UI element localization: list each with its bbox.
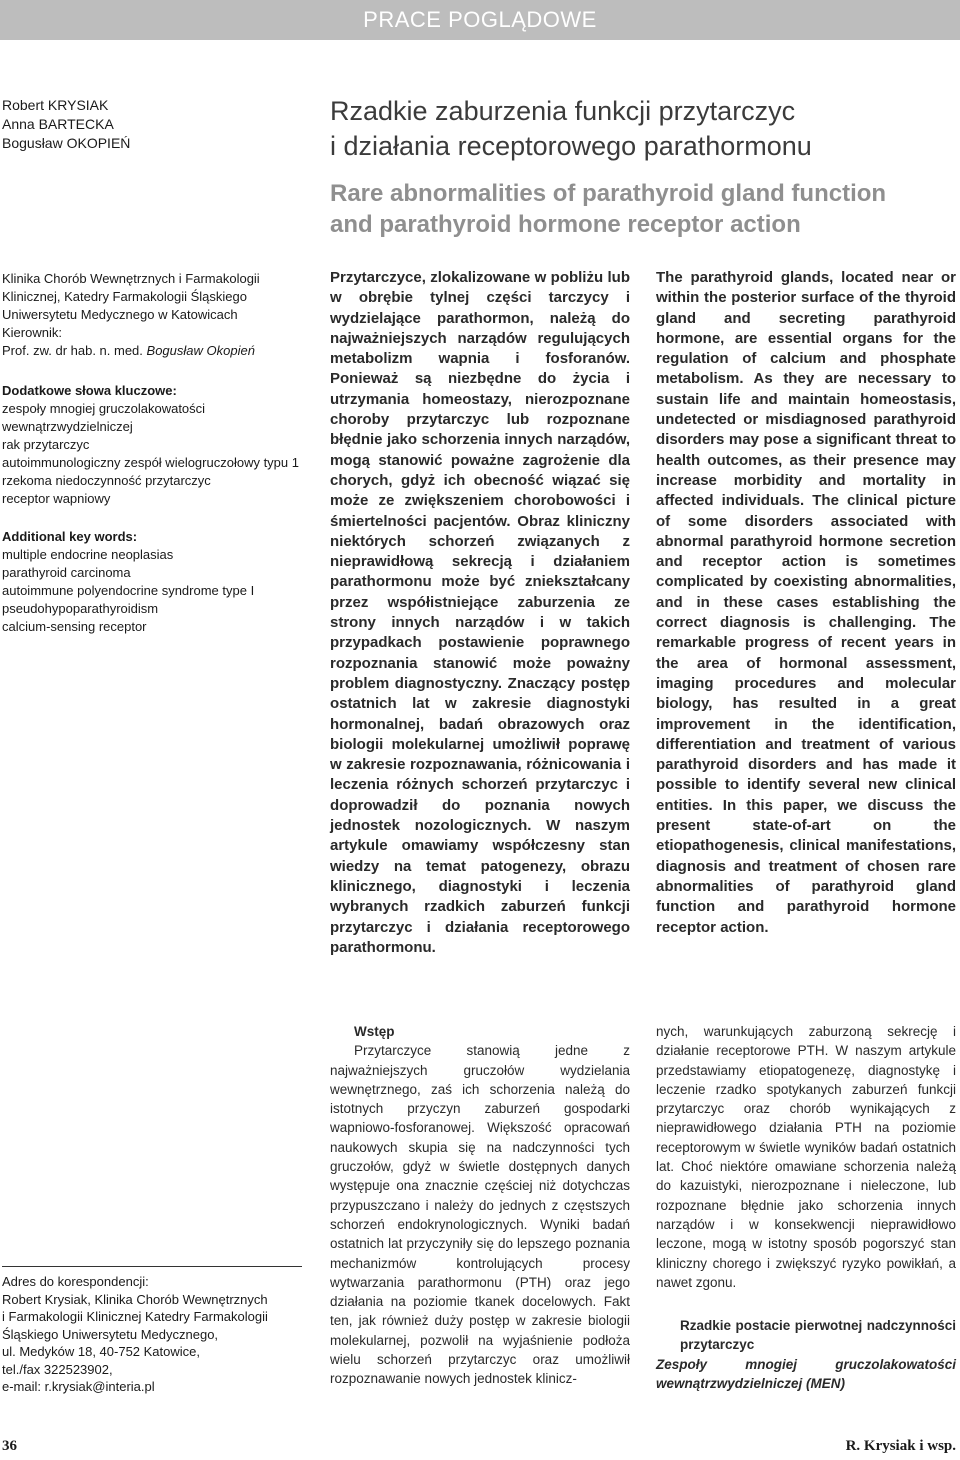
keywords-polish <box>2 382 307 508</box>
keyword: rzekoma niedoczynność przytarczyc <box>2 473 211 488</box>
title-english <box>330 178 955 240</box>
abstract-english: The parathyroid glands, located near or within the posterior surface of the thyroid gland and secreting parathyroid hormone, are essential organs for the regulation of calcium and phosphate metabolism. As they are necessary to sustain life and maintain homeostasis, undetected or misdiagnosed parathyroid disorders may pose a significant threat to health outcomes, as their presence may increase morbidity and mortality in affected individuals. The clinical picture of some disorders associated with abnormal parathyroid hormone secretion and receptor action is sometimes complicated by coexisting abnormalities, and in these cases establishing the correct diagnosis is challenging. The remarkable progress of recent years in the area of hormonal assessment, imaging procedures and molecular biology, has resulted in a great improvement in the identification, differentiation and treatment of various parathyroid disorders and has made it possible to identify several new clinical entities. In this paper, we discuss the present state-of-art on the etiopathogenesis, clinical manifestations, diagnosis and treatment of chosen rare abnormalities of parathyroid gland function and parathyroid hormone receptor action. <box>656 269 956 936</box>
head-title: Prof. zw. dr hab. n. med. <box>2 343 143 358</box>
page-number: 36 <box>2 1438 17 1454</box>
affiliation-head-label: Kierownik: <box>2 325 62 340</box>
section-heading-intro: Wstęp <box>354 1024 395 1039</box>
body-paragraph-continued: nych, warunkujących zaburzoną sekrecję i działanie receptorowe PTH. W naszym artykule przedstawiamy etiopatogenezę, diagnostykę i leczenie rzadko spotykanych zaburzeń funkcji przytarczyc oraz chorób wynikających z nieprawidłowego działania PTH na poziomie receptorowym w świetle wyników badań ostatnich lat. Choć niektóre omawiane schorzenia należą do kazuistyki, nierozpoznane i nieleczone, lub rozpoznane błędnie jako schorzenia innych narządów i w konsekwencji nieprawidłowo leczone, mogą w istotny sposób pogorszyć stan kliniczny chorego i zwiększyć ryzyko powikłań, a nawet zgonu. <box>656 1024 956 1290</box>
affiliation-head <box>2 342 307 360</box>
keyword: multiple endocrine neoplasias <box>2 547 174 562</box>
left-metadata <box>2 270 307 656</box>
keyword: rak przytarczyc <box>2 437 90 452</box>
keywords-english <box>2 528 307 636</box>
correspondence-email[interactable]: e-mail: r.krysiak@interia.pl <box>2 1379 155 1394</box>
keyword: receptor wapniowy <box>2 491 111 506</box>
correspondence <box>2 1266 302 1396</box>
correspondence-line: ul. Medyków 18, 40-752 Katowice, <box>2 1344 200 1359</box>
correspondence-line: tel./fax 322523902, <box>2 1361 113 1377</box>
body-column-right <box>656 1022 956 1393</box>
correspondence-line: Śląskiego Uniwersytetu Medycznego, <box>2 1326 219 1342</box>
keyword: autoimmunologiczny zespół wielogruczołowy typu 1 <box>2 455 299 470</box>
keywords-heading: Additional key words: <box>2 529 138 544</box>
section-heading: Rzadkie postacie pierwotnej nadczynności przytarczyc <box>680 1318 956 1353</box>
title-line: i działania receptorowego parathormonu <box>330 131 812 161</box>
correspondence-line: Robert Krysiak, Klinika Chorób Wewnętrznych <box>2 1291 268 1307</box>
subsection-heading: Zespoły mnogiej gruczolakowatości wewnątrzwydzielniczej (MEN) <box>656 1356 956 1392</box>
author: Bogusław OKOPIEŃ <box>2 135 131 151</box>
body-paragraph: Przytarczyce stanowią jedne z najważniejszych gruczołów wydzielania wewnętrznego, zaś ich schorzenia należą do istotnych przyczyn zaburzeń gospodarki wapniowo-fosforanowej. Większość opracowań naukowych skupia się na nadczynności tych gruczołów, gdyż w świetle dostępnych danych występuje ona znacznie częściej niż dotychczas przypuszczano i należy do jednych z częstszych schorzeń endokrynologicznych. Wyniki badań ostatnich lat przyczyniły się do lepszego poznania mechanizmów kontrolujących procesy wytwarzania parathormonu (PTH) oraz jego działania na poziomie tkanek docelowych. Fakt ten, jak również duży postęp w zakresie biologii molekularnej, pozwolił na wyjaśnienie podłoża wielu schorzeń przytarczyc oraz umożliwił rozpoznawanie nowych jednostek klinicz- <box>330 1043 630 1387</box>
section-banner: PRACE POGLĄDOWE <box>0 0 960 40</box>
keyword: calcium-sensing receptor <box>2 619 147 634</box>
running-head: R. Krysiak i wsp. <box>845 1438 956 1454</box>
body-column-middle <box>330 1022 630 1389</box>
title-line: and parathyroid hormone receptor action <box>330 211 801 238</box>
title-polish <box>330 94 955 164</box>
title-line: Rare abnormalities of parathyroid gland function <box>330 180 887 207</box>
title-line: Rzadkie zaburzenia funkcji przytarczyc <box>330 96 796 126</box>
affiliation <box>2 270 307 360</box>
keyword: pseudohypoparathyroidism <box>2 601 159 616</box>
correspondence-heading: Adres do korespondencji: <box>2 1274 149 1289</box>
correspondence-line: i Farmakologii Klinicznej Katedry Farmakologii <box>2 1309 268 1324</box>
head-name: Bogusław Okopień <box>146 343 255 358</box>
author: Anna BARTECKA <box>2 116 114 132</box>
abstract-polish: Przytarczyce, zlokalizowane w pobliżu lub w obrębie tylnej części tarczycy i wydzielające parathormon, należą do najważniejszych narządów regulujących metabolizm wapnia i fosforanów. Ponieważ są niezbędne do życia i utrzymania homeostazy, nierozpoznane choroby przytarczyc lub rozpoznane błędnie jako schorzenia innych narządów, mogą stanowić poważne zagrożenie dla chorych, gdyż ich obecność wiązać się może ze zwiększeniem chorobowości i śmiertelności pacjentów. Obraz kliniczny niektórych schorzeń związanych z nieprawidłową sekrecją i działaniem parathormonu może być zniekształcany przez współistniejące zaburzenia ze strony innych narządów i w takich przypadkach postawienie poprawnego rozpoznania stanowić może poważny problem diagnostyczny. Znaczący postęp ostatnich lat w zakresie diagnostyki hormonalnej, badań obrazowych oraz biologii molekularnej umożliwił poprawę w zakresie rozpoznawania, różnicowania i leczenia różnych schorzeń przytarczyc i doprowadził do poznania nowych jednostek nozologicznych. W naszym artykule omawiamy współczesny stan wiedzy na temat patogenezy, obrazu klinicznego, diagnostyki i leczenia wybranych rzadkich zaburzeń funkcji przytarczyc i działania receptorowego parathormonu. <box>330 269 630 956</box>
author: Robert KRYSIAK <box>2 97 109 113</box>
keyword: autoimmune polyendocrine syndrome type I <box>2 583 255 598</box>
affiliation-clinic: Klinika Chorób Wewnętrznych i Farmakologii Klinicznej, Katedry Farmakologii Śląskiego Uniwersytetu Medycznego w Katowicach <box>2 271 260 322</box>
author-list <box>2 96 302 153</box>
keyword: parathyroid carcinoma <box>2 565 131 580</box>
keywords-heading: Dodatkowe słowa kluczowe: <box>2 383 177 398</box>
keyword: zespoły mnogiej gruczolakowatości wewnątrzwydzielniczej <box>2 401 206 434</box>
